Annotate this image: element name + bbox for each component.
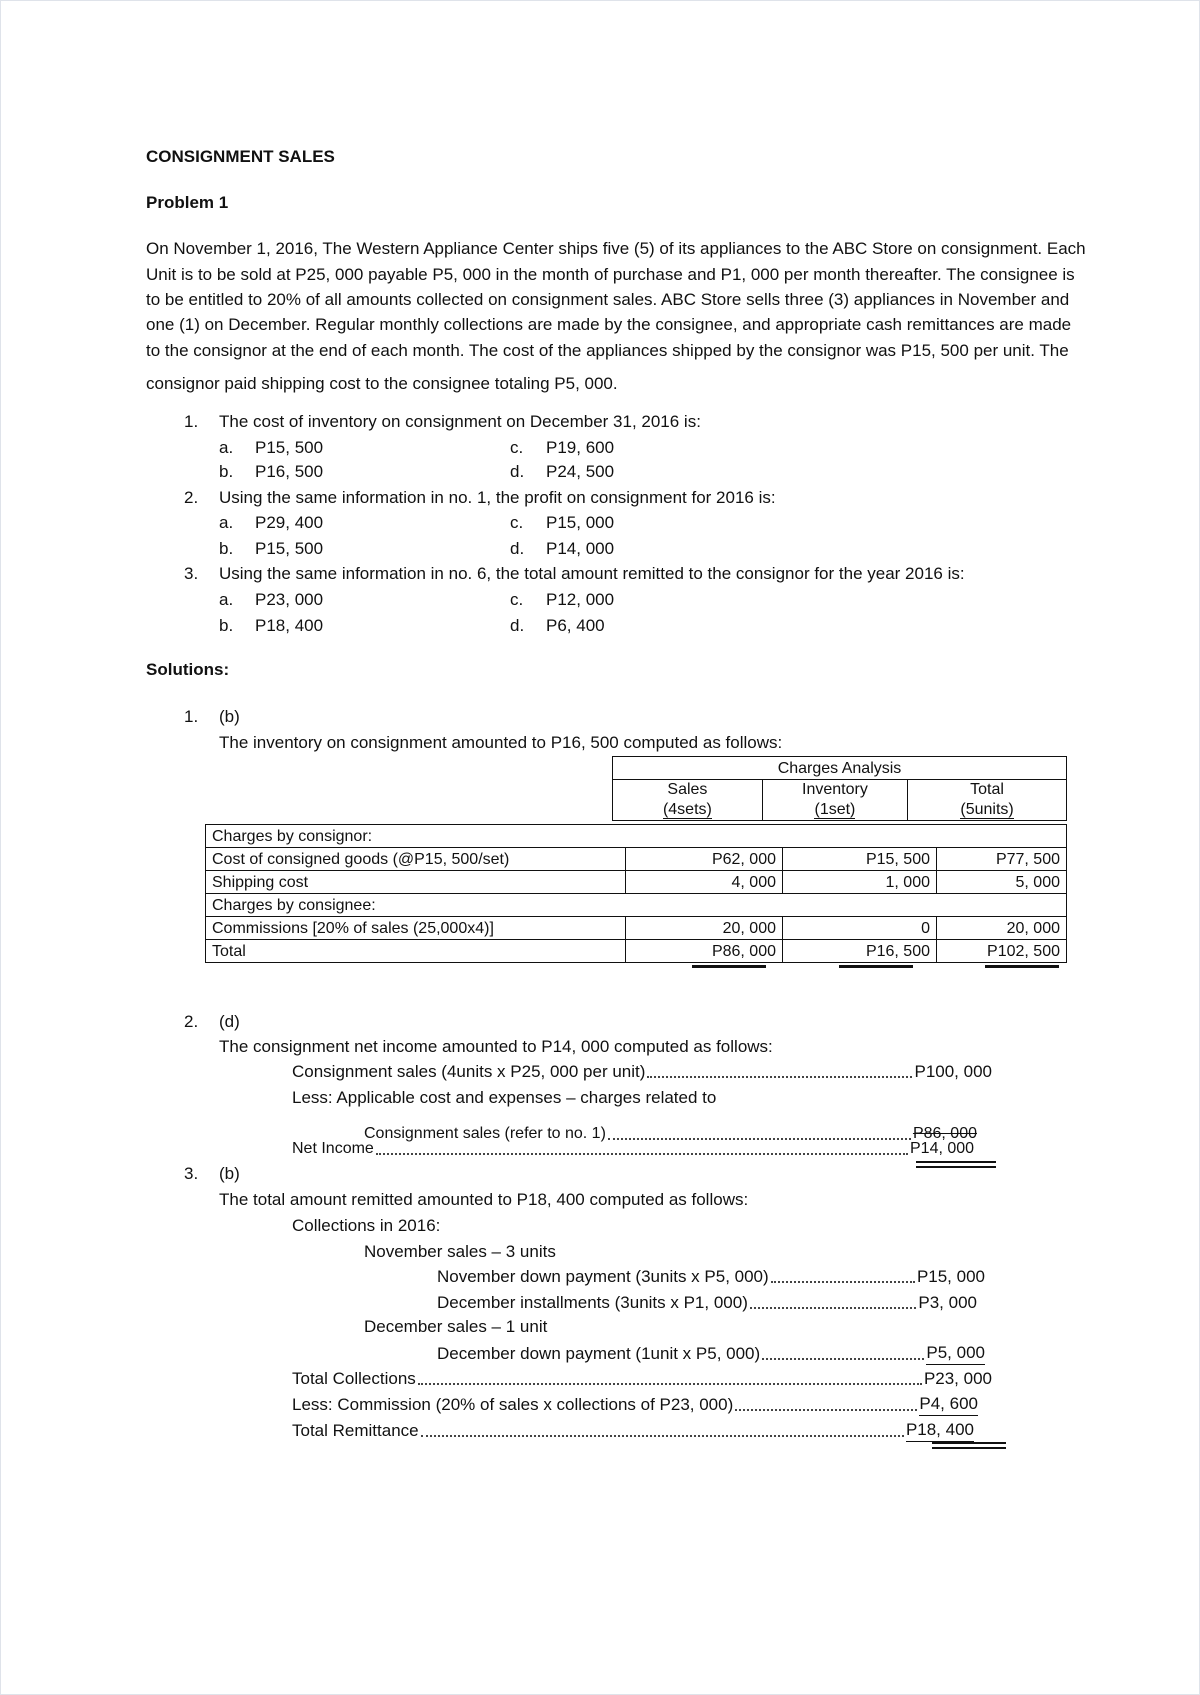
question-text: Using the same information in no. 1, the profit on consignment for 2016 is: [219, 488, 776, 507]
cell-inventory: P15, 500 [783, 848, 937, 871]
total-collections-line: Total Collections P23, 000 [292, 1369, 992, 1388]
row-label: Charges by consignee: [206, 894, 1067, 917]
cell-sales: P86, 000 [626, 940, 783, 963]
choice-value: P18, 400 [255, 616, 324, 635]
choice-value: P6, 400 [546, 616, 605, 635]
cell-sales: 4, 000 [626, 871, 783, 894]
question-number: 1. [184, 412, 199, 431]
solution-answer: (b) [219, 1164, 240, 1183]
cell-total: 20, 000 [937, 917, 1067, 940]
choice-value: P16, 500 [255, 462, 324, 481]
net-income-line: Net Income P14, 000 [292, 1140, 975, 1157]
choice-letter: b. [219, 539, 234, 558]
paragraph-line: to be entitled to 20% of all amounts collected on consignment sales. ABC Store sells three (3) appliances in November and [146, 290, 1070, 309]
cell-sales: 20, 000 [626, 917, 783, 940]
col-header-total: Total (5units) [908, 780, 1067, 821]
charges-line: Consignment sales (refer to no. 1) P86, 000 [364, 1125, 977, 1142]
paragraph-line: On November 1, 2016, The Western Appliance Center ships five (5) of its appliances to the ABC Store on consignment. Each [146, 239, 1086, 258]
choice-value: P14, 000 [546, 539, 615, 558]
december-sales-label: December sales – 1 unit [364, 1317, 548, 1336]
choice-letter: c. [510, 590, 524, 609]
underline [985, 965, 1059, 971]
group-header: Charges Analysis [613, 757, 1067, 780]
choice-letter: a. [219, 438, 234, 457]
paragraph-line: Unit is to be sold at P25, 000 payable P5, 000 in the month of purchase and P1, 000 per month thereafter. The consignee is [146, 265, 1075, 284]
commission-line: Less: Commission (20% of sales x collections of P23, 000) P4, 600 [292, 1394, 978, 1414]
total-remittance-line: Total Remittance P18, 400 [292, 1420, 974, 1440]
charges-analysis-table [205, 824, 1067, 963]
cell-inventory: P16, 500 [783, 940, 937, 963]
choice-letter: c. [510, 513, 524, 532]
solution-number: 3. [184, 1164, 199, 1183]
cell-total: P102, 500 [937, 940, 1067, 963]
table-row [206, 894, 1067, 917]
choice-value: P15, 500 [255, 438, 324, 457]
solution-number: 1. [184, 707, 199, 726]
question-text: The cost of inventory on consignment on December 31, 2016 is: [219, 412, 701, 431]
row-label: Cost of consigned goods (@P15, 500/set) [206, 848, 626, 871]
double-underline [916, 1161, 996, 1168]
row-label: Total [206, 940, 626, 963]
table-row [206, 917, 1067, 940]
col-header-sales: Sales (4sets) [613, 780, 763, 821]
choice-letter: a. [219, 590, 234, 609]
cell-total: 5, 000 [937, 871, 1067, 894]
solution-text: The inventory on consignment amounted to P16, 500 computed as follows: [219, 733, 783, 752]
question-text: Using the same information in no. 6, the total amount remitted to the consignor for the year 2016 is: [219, 564, 965, 583]
table-row [206, 871, 1067, 894]
less-label: Less: Applicable cost and expenses – charges related to [292, 1088, 717, 1107]
cell-total: P77, 500 [937, 848, 1067, 871]
dec-down-payment-line: December down payment (1unit x P5, 000) P5, 000 [437, 1343, 985, 1363]
choice-letter: c. [510, 438, 524, 457]
choice-value: P15, 500 [255, 539, 324, 558]
choice-value: P23, 000 [255, 590, 324, 609]
choice-letter: b. [219, 462, 234, 481]
row-label: Commissions [20% of sales (25,000x4)] [206, 917, 626, 940]
cell-sales: P62, 000 [626, 848, 783, 871]
table-row [206, 848, 1067, 871]
document-title: CONSIGNMENT SALES [146, 147, 335, 166]
solutions-label: Solutions: [146, 660, 230, 679]
table-row [206, 940, 1067, 963]
choice-value: P12, 000 [546, 590, 615, 609]
problem-label: Problem 1 [146, 193, 229, 212]
collections-label: Collections in 2016: [292, 1216, 441, 1235]
cell-inventory: 1, 000 [783, 871, 937, 894]
choice-value: P19, 600 [546, 438, 615, 457]
choice-value: P24, 500 [546, 462, 615, 481]
choice-value: P15, 000 [546, 513, 615, 532]
question-number: 2. [184, 488, 199, 507]
question-number: 3. [184, 564, 199, 583]
row-label: Shipping cost [206, 871, 626, 894]
paragraph-line: one (1) on December. Regular monthly collections are made by the consignee, and appropriate cash remittances are made [146, 315, 1072, 334]
choice-letter: d. [510, 539, 525, 558]
underline [692, 965, 766, 971]
choice-letter: d. [510, 462, 525, 481]
col-header-inventory: Inventory (1set) [762, 780, 907, 821]
paragraph-line: to the consignor at the end of each month. The cost of the appliances shipped by the consignor was P15, 500 per unit. The [146, 341, 1069, 360]
dec-installments-line: December installments (3units x P1, 000) P3, 000 [437, 1293, 977, 1312]
consignment-sales-line: Consignment sales (4units x P25, 000 per unit) P100, 000 [292, 1062, 992, 1081]
choice-letter: a. [219, 513, 234, 532]
charges-header-table [612, 756, 1067, 821]
november-sales-label: November sales – 3 units [364, 1242, 556, 1261]
paragraph-line: consignor paid shipping cost to the consignee totaling P5, 000. [146, 374, 618, 393]
solution-answer: (d) [219, 1012, 240, 1031]
solution-text: The total amount remitted amounted to P18, 400 computed as follows: [219, 1190, 749, 1209]
solution-text: The consignment net income amounted to P14, 000 computed as follows: [219, 1037, 773, 1056]
choice-letter: d. [510, 616, 525, 635]
solution-answer: (b) [219, 707, 240, 726]
solution-number: 2. [184, 1012, 199, 1031]
table-row [206, 825, 1067, 848]
cell-inventory: 0 [783, 917, 937, 940]
underline [839, 965, 913, 971]
nov-down-payment-line: November down payment (3units x P5, 000) P15, 000 [437, 1267, 985, 1286]
choice-value: P29, 400 [255, 513, 324, 532]
double-underline [932, 1442, 1006, 1449]
choice-letter: b. [219, 616, 234, 635]
row-label: Charges by consignor: [206, 825, 1067, 848]
